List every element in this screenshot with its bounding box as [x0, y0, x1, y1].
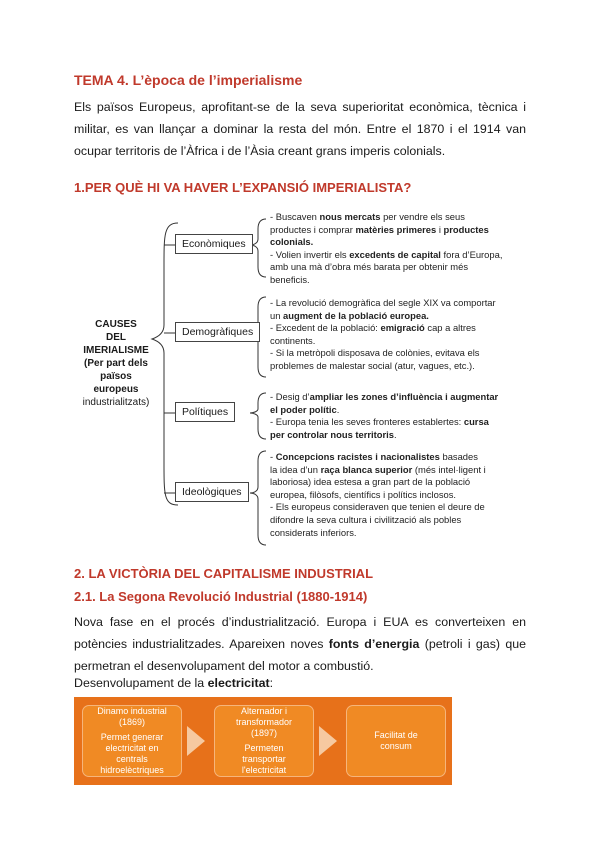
text-run: - Si la metròpoli disposava de colònies, evitava els	[270, 347, 480, 359]
bold-text: el poder polític	[270, 403, 337, 415]
flow-step-line: Alternador i	[240, 706, 288, 716]
root-line: IMERIALISME	[83, 345, 149, 356]
text-run: amb una mà d’obra més barata per obtenir més	[270, 261, 469, 273]
desc-line	[270, 322, 538, 335]
text-run: Nova fase en el procés d’industrialització. Europa i EUA es converteixen en potències industrialitzades. Apareixen noves	[74, 615, 526, 651]
node-economiques: Econòmiques	[175, 234, 253, 254]
root-line: europeus	[93, 384, 139, 395]
electricity-flow-diagram	[74, 697, 452, 785]
text-run: -	[270, 451, 276, 462]
flow-step-line: Permet generar	[100, 732, 164, 742]
node-ideologiques: Ideològiques	[175, 482, 249, 502]
desc-economiques	[270, 211, 538, 287]
text-run: problemes de malestar social (atur, vagues, etc.).	[270, 359, 475, 371]
section2-paragraph	[74, 611, 526, 677]
flow-step-line: Dinamo industrial	[97, 706, 167, 716]
desc-line	[270, 347, 538, 360]
text-run: fora d’Europa,	[440, 248, 503, 260]
bold-text: Concepcions racistes i nacionalistes	[275, 451, 440, 462]
flow-step-line: transformador	[235, 717, 293, 727]
bold-text: colonials.	[270, 236, 314, 248]
desc-politiques	[270, 391, 538, 441]
desc-demografiques	[270, 297, 538, 373]
text-run: per vendre els seus	[380, 211, 465, 222]
root-line: DEL	[106, 332, 126, 343]
flow-arrow-icon	[187, 726, 205, 756]
desc-line	[270, 501, 538, 514]
root-line: (Per part dels	[84, 358, 148, 369]
causes-mindmap	[60, 205, 540, 550]
flow-step-line: l'electricitat	[241, 765, 287, 775]
desc-line	[270, 527, 538, 540]
bold-text: augment de la població europea.	[283, 309, 429, 321]
desc-line	[270, 310, 538, 323]
desc-line	[270, 476, 538, 489]
desc-line	[270, 224, 538, 237]
desc-line	[270, 514, 538, 527]
text-run: (petroli i gas) que permetran el desenvolupament del motor a combustió.	[74, 637, 526, 673]
desc-line	[270, 274, 538, 287]
text-run: .	[393, 428, 397, 440]
section1-title: 1.PER QUÈ HI VA HAVER L’EXPANSIÓ IMPERIALISTA?	[74, 180, 412, 195]
mindmap-root	[64, 318, 168, 409]
page-title: TEMA 4. L’època de l’imperialisme	[74, 72, 303, 88]
desc-line	[270, 416, 538, 429]
desc-line	[270, 335, 538, 348]
bold-text: matèries primeres	[355, 223, 437, 235]
text-run: basades	[439, 451, 478, 462]
text-run: i	[436, 223, 444, 235]
flow-step-consum	[346, 705, 446, 777]
bold-text: productes	[443, 223, 489, 235]
bold-text: electricitat	[207, 676, 270, 690]
flow-step-line: centrals	[116, 754, 148, 764]
bold-text: nous mercats	[319, 211, 381, 222]
electricitat-line	[74, 672, 526, 694]
desc-line	[270, 261, 538, 274]
flow-step-line: hidroelèctriques	[100, 765, 164, 775]
brace-politiques	[250, 393, 266, 439]
text-run: continents.	[270, 334, 316, 346]
text-run: productes i comprar	[270, 223, 356, 235]
desc-line	[270, 211, 538, 224]
root-line: països	[100, 371, 132, 382]
flow-step-line: Facilitat de	[374, 730, 418, 740]
bold-text: excedents de capital	[349, 248, 441, 260]
text-run: beneficis.	[270, 273, 310, 285]
text-run: - Volien invertir els	[270, 248, 350, 260]
flow-arrow-icon	[319, 726, 337, 756]
node-demografiques: Demogràfiques	[175, 322, 260, 342]
desc-ideologiques	[270, 451, 538, 539]
desc-line	[270, 464, 538, 477]
node-politiques: Polítiques	[175, 402, 235, 422]
flow-step-line: consum	[380, 741, 412, 751]
desc-line	[270, 404, 538, 417]
text-run: la idea d’un	[270, 463, 321, 475]
text-run: cap a altres	[424, 322, 476, 334]
intro-paragraph: Els països Europeus, aprofitant-se de la seva superioritat econòmica, tècnica i militar, es van llançar a dominar la resta del món. Entre el 1870 i el 1914 van ocupar territoris de l’Àfrica i de l’Àsia creant grans imperis colonials.	[74, 100, 526, 158]
desc-line	[270, 249, 538, 262]
text-run: - La revolució demogràfica del segle XIX va comportar	[270, 297, 496, 308]
flow-step-line: (1897)	[250, 728, 277, 738]
desc-line	[270, 429, 538, 442]
bold-text: raça blanca superior	[320, 463, 413, 475]
text-run: Desenvolupament de la	[74, 676, 208, 690]
section2-title: 2. LA VICTÒRIA DEL CAPITALISME INDUSTRIAL	[74, 566, 374, 581]
flow-step-line: transportar	[242, 754, 286, 764]
flow-step-dinamo	[82, 705, 182, 777]
desc-line	[270, 297, 538, 310]
text-run: (més intel·ligent i	[412, 463, 486, 475]
flow-step-line: electricitat en	[105, 743, 159, 753]
text-run: difondre la seva cultura i civilització als pobles	[270, 513, 462, 525]
text-run: :	[269, 676, 274, 690]
desc-line	[270, 451, 538, 464]
flow-step-line: (1869)	[118, 717, 145, 727]
bold-text: cursa	[463, 416, 489, 428]
flow-step-line: Permeten	[244, 743, 284, 753]
bold-text: ampliar les zones d’influència i augmentar	[309, 391, 499, 402]
desc-line	[270, 236, 538, 249]
desc-line	[270, 489, 538, 502]
flow-step-alternador	[214, 705, 314, 777]
text-run: considerats inferiors.	[270, 526, 357, 538]
desc-line	[270, 360, 538, 373]
root-line: industrialitzats)	[82, 397, 150, 408]
root-line: CAUSES	[95, 319, 137, 330]
text-run: - Els europeus consideraven que tenien el deure de	[270, 501, 485, 513]
text-run: europea, filòsofs, científics i polítics inclosos.	[270, 488, 457, 500]
text-run: .	[336, 403, 340, 415]
text-run: laboriosa) idea estesa a gran part de la població	[270, 476, 471, 488]
text-run: - Desig d’	[270, 391, 310, 402]
bold-text: fonts d’energia	[328, 637, 420, 651]
bold-text: emigració	[380, 322, 425, 334]
desc-line	[270, 391, 538, 404]
bold-text: per controlar nous territoris	[270, 428, 394, 440]
text-run: - Buscaven	[270, 211, 320, 222]
brace-ideologiques	[250, 451, 266, 545]
text-run: - Excedent de la població:	[270, 322, 381, 334]
section2-1-title: 2.1. La Segona Revolució Industrial (1880-1914)	[74, 589, 368, 604]
text-run: un	[270, 309, 284, 321]
text-run: - Europa tenia les seves fronteres establertes:	[270, 416, 464, 428]
